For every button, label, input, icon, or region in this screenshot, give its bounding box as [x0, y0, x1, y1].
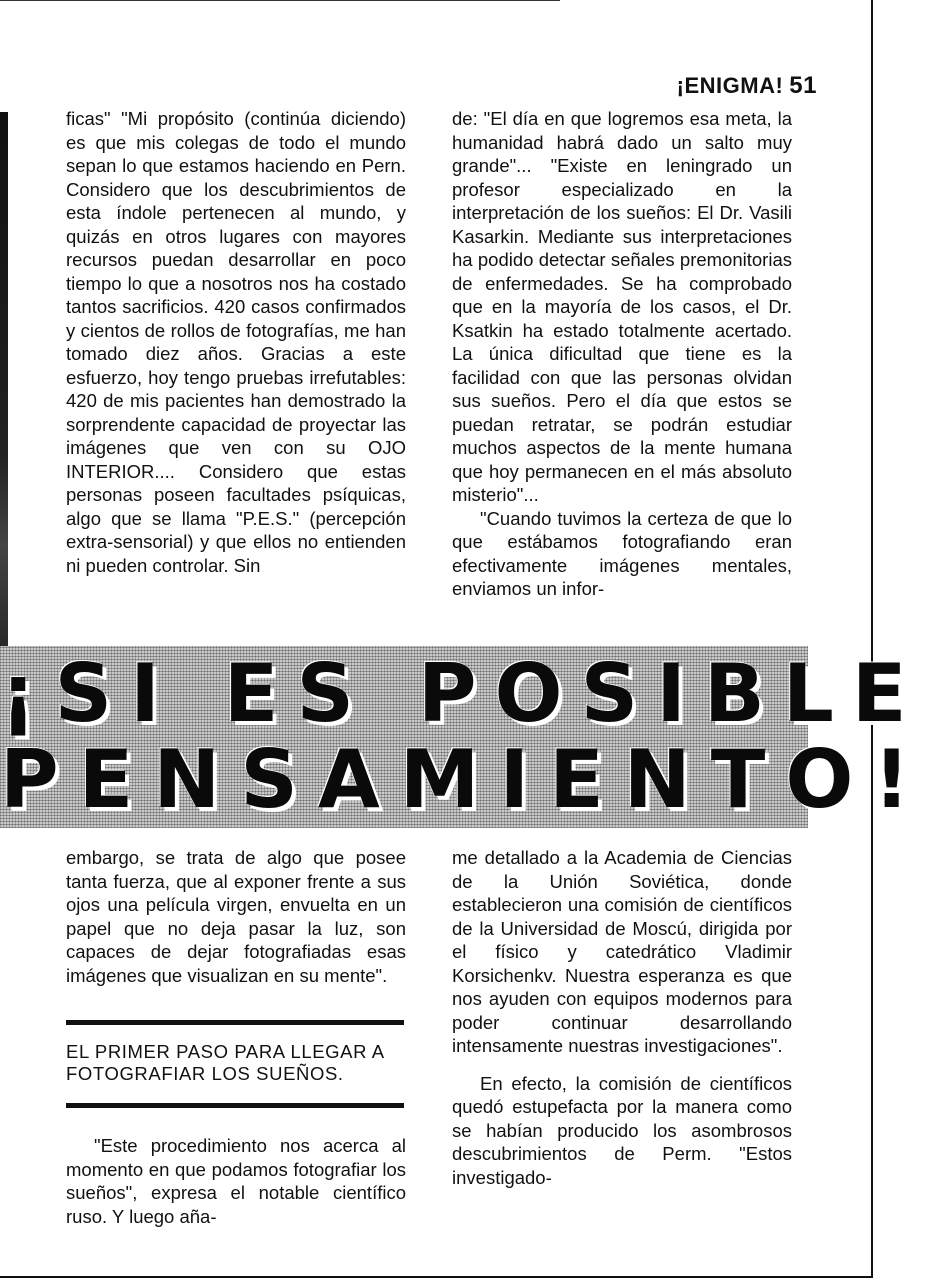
headline-line-2: PENSAMIENTO! — [0, 733, 930, 826]
article-column-right-bottom — [452, 846, 792, 1189]
magazine-title: ¡ENIGMA! — [676, 73, 784, 98]
subheading: EL PRIMER PASO PARA LLEGAR A FOTOGRAFIAR LOS SUEÑOS. — [66, 1041, 384, 1084]
body-paragraph: "Este procedimiento nos acerca al momento en que podamos fotografiar los sueños", expresa el notable científico ruso. Y luego aña- — [66, 1135, 406, 1227]
article-column-left-end — [66, 1134, 406, 1228]
article-column-left-top — [66, 107, 406, 637]
headline-banner — [0, 646, 930, 828]
body-paragraph: En efecto, la comisión de científicos quedó estupefacta por la manera como se habían producido los asombrosos descubrimientos de Perm. "Estos investigado- — [452, 1072, 792, 1188]
body-paragraph: "Cuando tuvimos la certeza de que lo que estábamos fotografiando eran efectivamente imágenes mentales, enviamos un infor- — [452, 507, 792, 599]
article-column-right-top — [452, 107, 792, 635]
article-column-left-bottom — [66, 846, 406, 987]
subheading-bottom-rule — [66, 1103, 404, 1108]
running-head — [677, 72, 817, 100]
headline-line-1: ¡SI ES POSIBLE — [0, 647, 925, 740]
page-number: 51 — [789, 72, 817, 99]
body-paragraph: embargo, se trata de algo que posee tanta fuerza, que al exponer frente a sus ojos una película virgen, envuelta en un papel que no deja pasar la luz, son capaces de dejar fotografiadas esas imágenes que visualizan en su mente". — [66, 847, 406, 986]
subheading-top-rule — [66, 1020, 404, 1025]
body-paragraph: me detallado a la Academia de Ciencias de la Unión Soviética, donde establecieron una comisión de científicos de la Universidad de Moscú, dirigida por el físico y catedrático Vladimir Korsichenkv. Nuestra esperanza es que nos ayuden con equipos modernos para poder continuar desarrollando intensamente nuestras investigaciones". — [452, 847, 792, 1056]
body-paragraph: ficas" "Mi propósito (continúa diciendo) es que mis colegas de todo el mundo sepan lo que estamos haciendo en Pern. Considero que los descubrimientos de esta índole pertenecen al mundo, y quizás en otros lugares con mayores recursos puedan desarrollar en poco tiempo lo que a nosotros nos ha costado tantos sacrificios. 420 casos confirmados y cientos de rollos de fotografías, me han tomado diez años. Gracias a este esfuerzo, hoy tengo pruebas irrefutables: 420 de mis pacientes han demostrado la sorprendente capacidad de proyectar las imágenes que ven con su OJO INTERIOR.... Considero que estas personas poseen facultades psíquicas, algo que se llama "P.E.S." (percepción extra-sensorial) y que ellos no entienden ni pueden controlar. Sin — [66, 108, 406, 576]
body-paragraph: de: "El día en que logremos esa meta, la humanidad habrá dado un salto muy grande"... "Existe en leningrado un profesor especializado en la interpretación de los sueños: El Dr. Vasili Kasarkin. Mediante sus interpretaciones ha podido detectar señales premonitorias de enfermedades. Se ha comprobado que en la mayoría de los casos, el Dr. Ksatkin ha estado totalmente acertado. La única dificultad que tiene es la facilidad con que las personas olvidan sus sueños. Pero el día que estos se puedan retratar, se podrán estudiar muchos aspectos de la mente humana que hoy permanecen en el más absoluto misterio"... — [452, 108, 792, 505]
page-spine-shadow — [0, 112, 8, 732]
top-rule — [0, 0, 560, 1]
subheading-block — [66, 1020, 404, 1108]
